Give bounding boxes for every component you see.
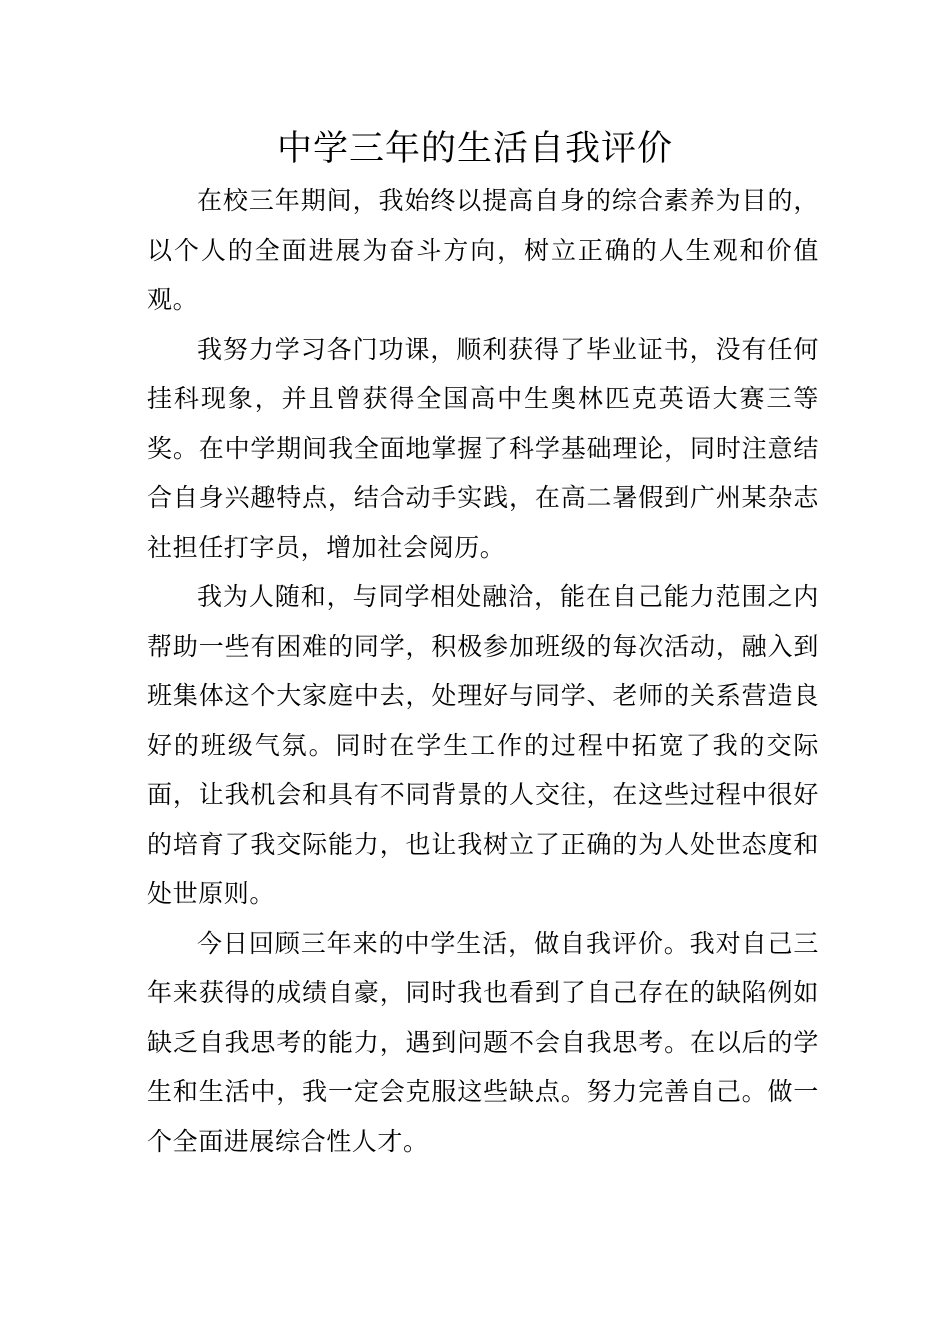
document-title: 中学三年的生活自我评价 [276, 129, 673, 169]
paragraph-3: 我为人随和，与同学相处融洽，能在自己能力范围之内帮助一些有困难的同学，积极参加班级的每次活动，融入到班集体这个大家庭中去，处理好与同学、老师的关系营造良好的班级气氛。同时在学生工作的过程中拓宽了我的交际面，让我机会和具有不同背景的人交往，在这些过程中很好的培育了我交际能力，也让我树立了正确的为人处世态度和处世原则。 [147, 582, 819, 908]
document-body [147, 176, 819, 1166]
paragraph-2: 我努力学习各门功课，顺利获得了毕业证书，没有任何挂科现象，并且曾获得全国高中生奥林匹克英语大赛三等奖。在中学期间我全面地掌握了科学基础理论，同时注意结合自身兴趣特点，结合动手实践，在高二暑假到广州某杂志社担任打字员，增加社会阅历。 [147, 334, 819, 562]
paragraph-1: 在校三年期间，我始终以提高自身的综合素养为目的，以个人的全面进展为奋斗方向，树立正确的人生观和价值观。 [147, 186, 819, 314]
paragraph-4: 今日回顾三年来的中学生活，做自我评价。我对自己三年来获得的成绩自豪，同时我也看到了自己存在的缺陷例如缺乏自我思考的能力，遇到问题不会自我思考。在以后的学生和生活中，我一定会克服这些缺点。努力完善自己。做一个全面进展综合性人才。 [147, 928, 819, 1156]
